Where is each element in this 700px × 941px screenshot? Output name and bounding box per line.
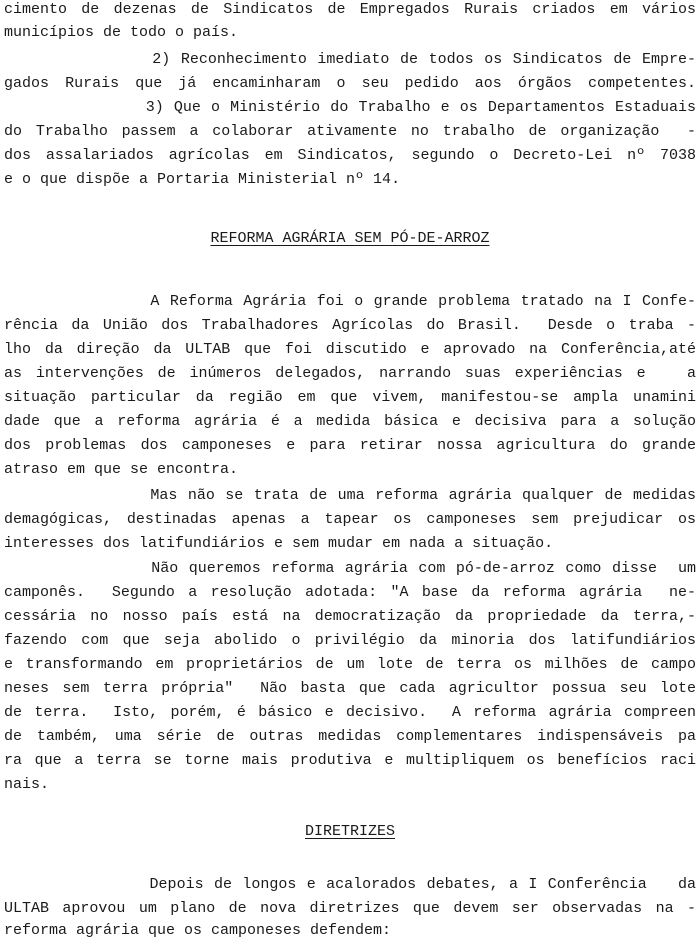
text-line: de terra. Isto, porém, é básico e decisivo. A reforma agrária compreen <box>4 704 696 721</box>
text-line: gados Rurais que já encaminharam o seu pedido aos órgãos competentes. <box>4 75 696 92</box>
text-line: dos assalariados agrícolas em Sindicatos, segundo o Decreto-Lei nº 7038 <box>4 147 696 164</box>
section-heading: REFORMA AGRÁRIA SEM PÓ-DE-ARROZ <box>210 230 490 247</box>
text-line: fazendo com que seja abolido o privilégio da minoria dos latifundiários <box>4 632 696 649</box>
text-line: demagógicas, destinadas apenas a tapear os camponeses sem prejudicar os <box>4 511 696 528</box>
text-line: as intervenções de inúmeros delegados, narrando suas experiências e a <box>4 365 696 382</box>
text-line: lho da direção da ULTAB que foi discutido e aprovado na Conferência,até <box>4 341 696 358</box>
text-line: cessária no nosso país está na democratização da propriedade da terra,- <box>4 608 696 625</box>
text-line: e o que dispõe a Portaria Ministerial nº 14. <box>4 171 401 188</box>
text-line: dos problemas dos camponeses e para retirar nossa agricultura do grande <box>4 437 696 454</box>
text-line: e transformando em proprietários de um lote de terra os milhões de campo <box>4 656 696 673</box>
text-line: cimento de dezenas de Sindicatos de Empregados Rurais criados em vários <box>4 1 696 18</box>
text-line: do Trabalho passem a colaborar ativamente no trabalho de organização - <box>4 123 696 140</box>
text-line: ULTAB aprovou um plano de nova diretrizes que devem ser observadas na - <box>4 900 696 917</box>
text-line: dade que a reforma agrária é a medida básica e decisiva para a solução <box>4 413 696 430</box>
text-line: nais. <box>4 776 50 793</box>
text-line: reforma agrária que os camponeses defendem: <box>4 922 392 939</box>
text-line: situação particular da região em que vivem, manifestou-se ampla unamini <box>4 389 696 406</box>
text-line: Mas não se trata de uma reforma agrária qualquer de medidas <box>4 487 696 504</box>
text-line: 3) Que o Ministério do Trabalho e os Departamentos Estaduais <box>4 99 696 116</box>
text-line: de também, uma série de outras medidas complementares indispensáveis pa <box>4 728 696 745</box>
text-line: interesses dos latifundiários e sem mudar em nada a situação. <box>4 535 554 552</box>
text-line: Não queremos reforma agrária com pó-de-arroz como disse um <box>4 560 696 577</box>
text-line: ra que a terra se torne mais produtiva e multipliquem os benefícios raci <box>4 752 696 769</box>
text-line: Depois de longos e acalorados debates, a I Conferência da <box>4 876 696 893</box>
text-line: municípios de todo o país. <box>4 24 239 41</box>
text-line: camponês. Segundo a resolução adotada: "A base da reforma agrária ne- <box>4 584 696 601</box>
text-line: atraso em que se encontra. <box>4 461 239 478</box>
text-line: 2) Reconhecimento imediato de todos os Sindicatos de Empre- <box>4 51 696 68</box>
text-line: rência da União dos Trabalhadores Agrícolas do Brasil. Desde o traba - <box>4 317 696 334</box>
text-line: neses sem terra própria" Não basta que cada agricultor possua seu lote <box>4 680 696 697</box>
text-line: A Reforma Agrária foi o grande problema tratado na I Confe- <box>4 293 696 310</box>
section-heading: DIRETRIZES <box>304 823 395 840</box>
